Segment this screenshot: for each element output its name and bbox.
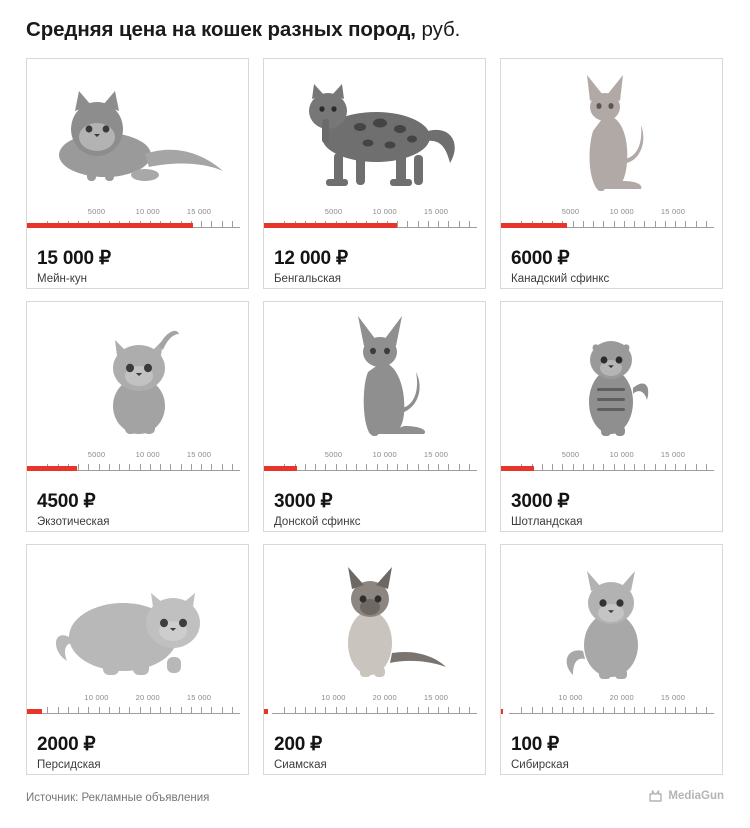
exotic-shorthair-photo	[27, 302, 248, 450]
axis-tick-label: 15 000	[186, 207, 212, 216]
axis-tick-label: 15 000	[186, 450, 212, 459]
price-axis	[509, 450, 714, 480]
price-value: 4500 ₽	[37, 491, 96, 512]
card-info	[27, 728, 248, 771]
axis-tick-labels	[35, 450, 240, 464]
persian-photo	[27, 545, 248, 693]
price-bar-track	[27, 223, 248, 228]
breed-card	[26, 544, 249, 775]
axis-tick-label: 10 000	[135, 207, 160, 216]
axis-tick-label: 20 000	[372, 693, 397, 702]
card-info	[264, 485, 485, 528]
price-value: 3000 ₽	[274, 491, 333, 512]
axis-tick-label: 10 000	[135, 450, 160, 459]
breed-card	[500, 58, 723, 289]
card-info	[501, 728, 722, 771]
scottish-fold-photo	[501, 302, 722, 450]
breed-card	[26, 58, 249, 289]
price-bar	[501, 466, 534, 471]
price-value: 6000 ₽	[511, 248, 570, 269]
price-axis	[272, 693, 477, 723]
axis-tick-labels	[35, 693, 240, 707]
axis-tick-label: 5000	[561, 450, 580, 459]
page-title-bold: Средняя цена на кошек разных пород,	[26, 18, 416, 41]
axis-tick-label: 15 000	[660, 693, 686, 702]
siamese-photo	[264, 545, 485, 693]
breed-name: Донской сфинкс	[274, 515, 361, 528]
price-bar-track	[264, 466, 485, 471]
bengal-photo	[264, 59, 485, 207]
price-bar	[264, 466, 297, 471]
cards-grid	[26, 58, 724, 775]
axis-tick-labels	[272, 450, 477, 464]
price-bar	[27, 466, 77, 471]
price-value: 100 ₽	[511, 734, 560, 755]
card-info	[501, 242, 722, 285]
axis-tick-label: 10 000	[558, 693, 583, 702]
price-bar	[501, 709, 503, 714]
price-value: 12 000 ₽	[274, 248, 348, 269]
price-value: 15 000 ₽	[37, 248, 111, 269]
brand-logo-text: MediaGun	[668, 789, 724, 802]
axis-tick-label: 10 000	[609, 207, 634, 216]
don-sphynx-photo	[264, 302, 485, 450]
axis-tick-label: 15 000	[423, 207, 449, 216]
maine-coon-photo	[27, 59, 248, 207]
price-bar-track	[501, 223, 722, 228]
brand-logo	[648, 789, 724, 802]
price-axis	[272, 207, 477, 237]
axis-tick-label: 10 000	[372, 450, 397, 459]
axis-tick-label: 10 000	[609, 450, 634, 459]
price-bar	[27, 223, 193, 228]
axis-tick-labels	[509, 207, 714, 221]
card-info	[27, 485, 248, 528]
breed-name: Шотландская	[511, 515, 583, 528]
price-axis	[35, 693, 240, 723]
price-bar-track	[264, 709, 485, 714]
price-bar-track	[501, 709, 722, 714]
breed-name: Персидская	[37, 758, 101, 771]
axis-tick-labels	[272, 693, 477, 707]
price-axis	[509, 207, 714, 237]
axis-tick-label: 5000	[87, 207, 106, 216]
axis-tick-label: 15 000	[423, 450, 449, 459]
axis-tick-label: 20 000	[609, 693, 634, 702]
axis-tick-label: 15 000	[186, 693, 212, 702]
price-bar	[264, 709, 268, 714]
price-axis	[35, 207, 240, 237]
axis-tick-label: 15 000	[423, 693, 449, 702]
breed-name: Экзотическая	[37, 515, 110, 528]
price-axis	[35, 450, 240, 480]
price-bar	[27, 709, 42, 714]
breed-name: Сиамская	[274, 758, 327, 771]
price-axis	[509, 693, 714, 723]
breed-card	[500, 544, 723, 775]
price-value: 3000 ₽	[511, 491, 570, 512]
price-bar	[264, 223, 397, 228]
siberian-photo	[501, 545, 722, 693]
card-info	[501, 485, 722, 528]
breed-name: Мейн-кун	[37, 272, 87, 285]
breed-card	[263, 544, 486, 775]
canadian-sphynx-photo	[501, 59, 722, 207]
axis-tick-label: 15 000	[660, 450, 686, 459]
card-info	[264, 728, 485, 771]
price-axis	[272, 450, 477, 480]
breed-name: Сибирская	[511, 758, 569, 771]
price-bar-track	[264, 223, 485, 228]
breed-card	[26, 301, 249, 532]
axis-tick-label: 15 000	[660, 207, 686, 216]
breed-card	[263, 58, 486, 289]
card-info	[27, 242, 248, 285]
price-value: 200 ₽	[274, 734, 323, 755]
breed-name: Бенгальская	[274, 272, 341, 285]
source-note: Источник: Рекламные объявления	[26, 792, 210, 804]
axis-tick-label: 10 000	[84, 693, 109, 702]
axis-tick-label: 5000	[561, 207, 580, 216]
axis-tick-label: 5000	[324, 450, 343, 459]
axis-tick-labels	[272, 207, 477, 221]
axis-tick-label: 10 000	[321, 693, 346, 702]
axis-tick-labels	[509, 693, 714, 707]
axis-tick-label: 20 000	[135, 693, 160, 702]
axis-tick-label: 5000	[87, 450, 106, 459]
cat-logo-icon	[648, 789, 663, 802]
axis-tick-labels	[509, 450, 714, 464]
breed-name: Канадский сфинкс	[511, 272, 610, 285]
breed-card	[500, 301, 723, 532]
price-bar	[501, 223, 567, 228]
page-title-light: руб.	[421, 18, 461, 41]
axis-tick-label: 10 000	[372, 207, 397, 216]
axis-tick-label: 5000	[324, 207, 343, 216]
axis-tick-labels	[35, 207, 240, 221]
price-value: 2000 ₽	[37, 734, 96, 755]
price-bar-track	[27, 466, 248, 471]
page-title	[26, 18, 460, 42]
price-bar-track	[27, 709, 248, 714]
breed-card	[263, 301, 486, 532]
card-info	[264, 242, 485, 285]
price-bar-track	[501, 466, 722, 471]
